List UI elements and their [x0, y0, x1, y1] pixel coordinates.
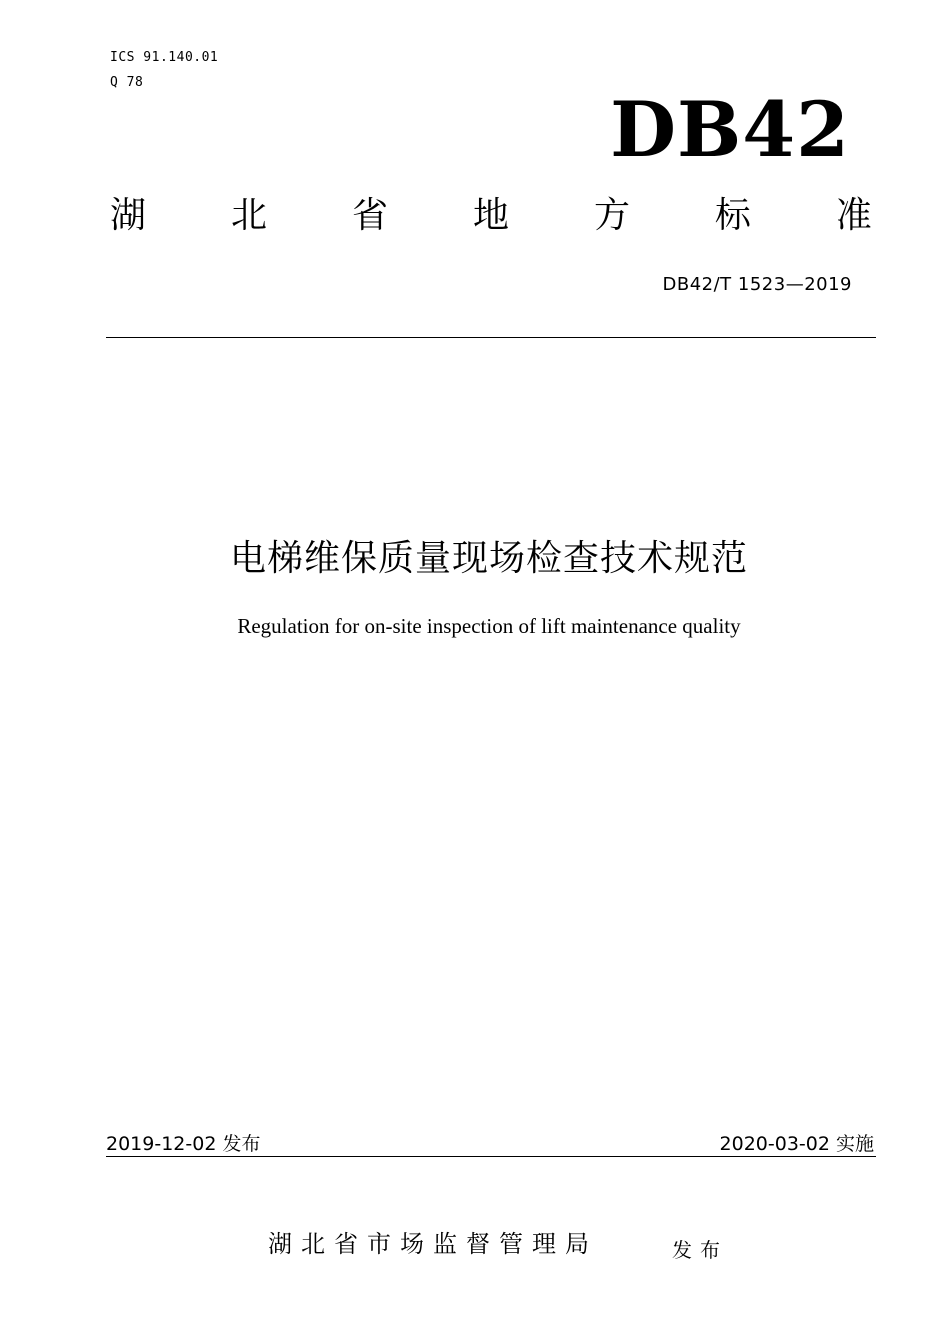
- issue-label: 发布: [672, 1238, 728, 1262]
- issue-date: 2019-12-02 发布: [106, 1133, 261, 1155]
- standard-type-heading: [110, 195, 872, 236]
- standard-type-char: 北: [230, 195, 267, 236]
- top-divider: [106, 337, 876, 338]
- document-title-zh: 电梯维保质量现场检查技术规范: [229, 538, 748, 579]
- standard-type-char: 准: [835, 195, 872, 236]
- ccs-code: Q 78: [110, 75, 144, 90]
- implement-date: 2020-03-02 实施: [719, 1133, 874, 1155]
- standard-type-char: 标: [714, 195, 751, 236]
- bottom-divider: [106, 1156, 876, 1157]
- standard-type-char: 地: [472, 195, 509, 236]
- standard-logo-code: DB42: [610, 85, 850, 174]
- standard-type-char: 省: [351, 195, 388, 236]
- standard-type-char: 湖: [110, 195, 147, 236]
- issuing-authority: 湖北省市场监督管理局: [268, 1230, 598, 1258]
- standard-type-char: 方: [593, 195, 630, 236]
- document-title-en: Regulation for on-site inspection of lift maintenance quality: [237, 614, 741, 638]
- standard-number: DB42/T 1523—2019: [662, 274, 852, 295]
- ics-code: ICS 91.140.01: [110, 50, 219, 65]
